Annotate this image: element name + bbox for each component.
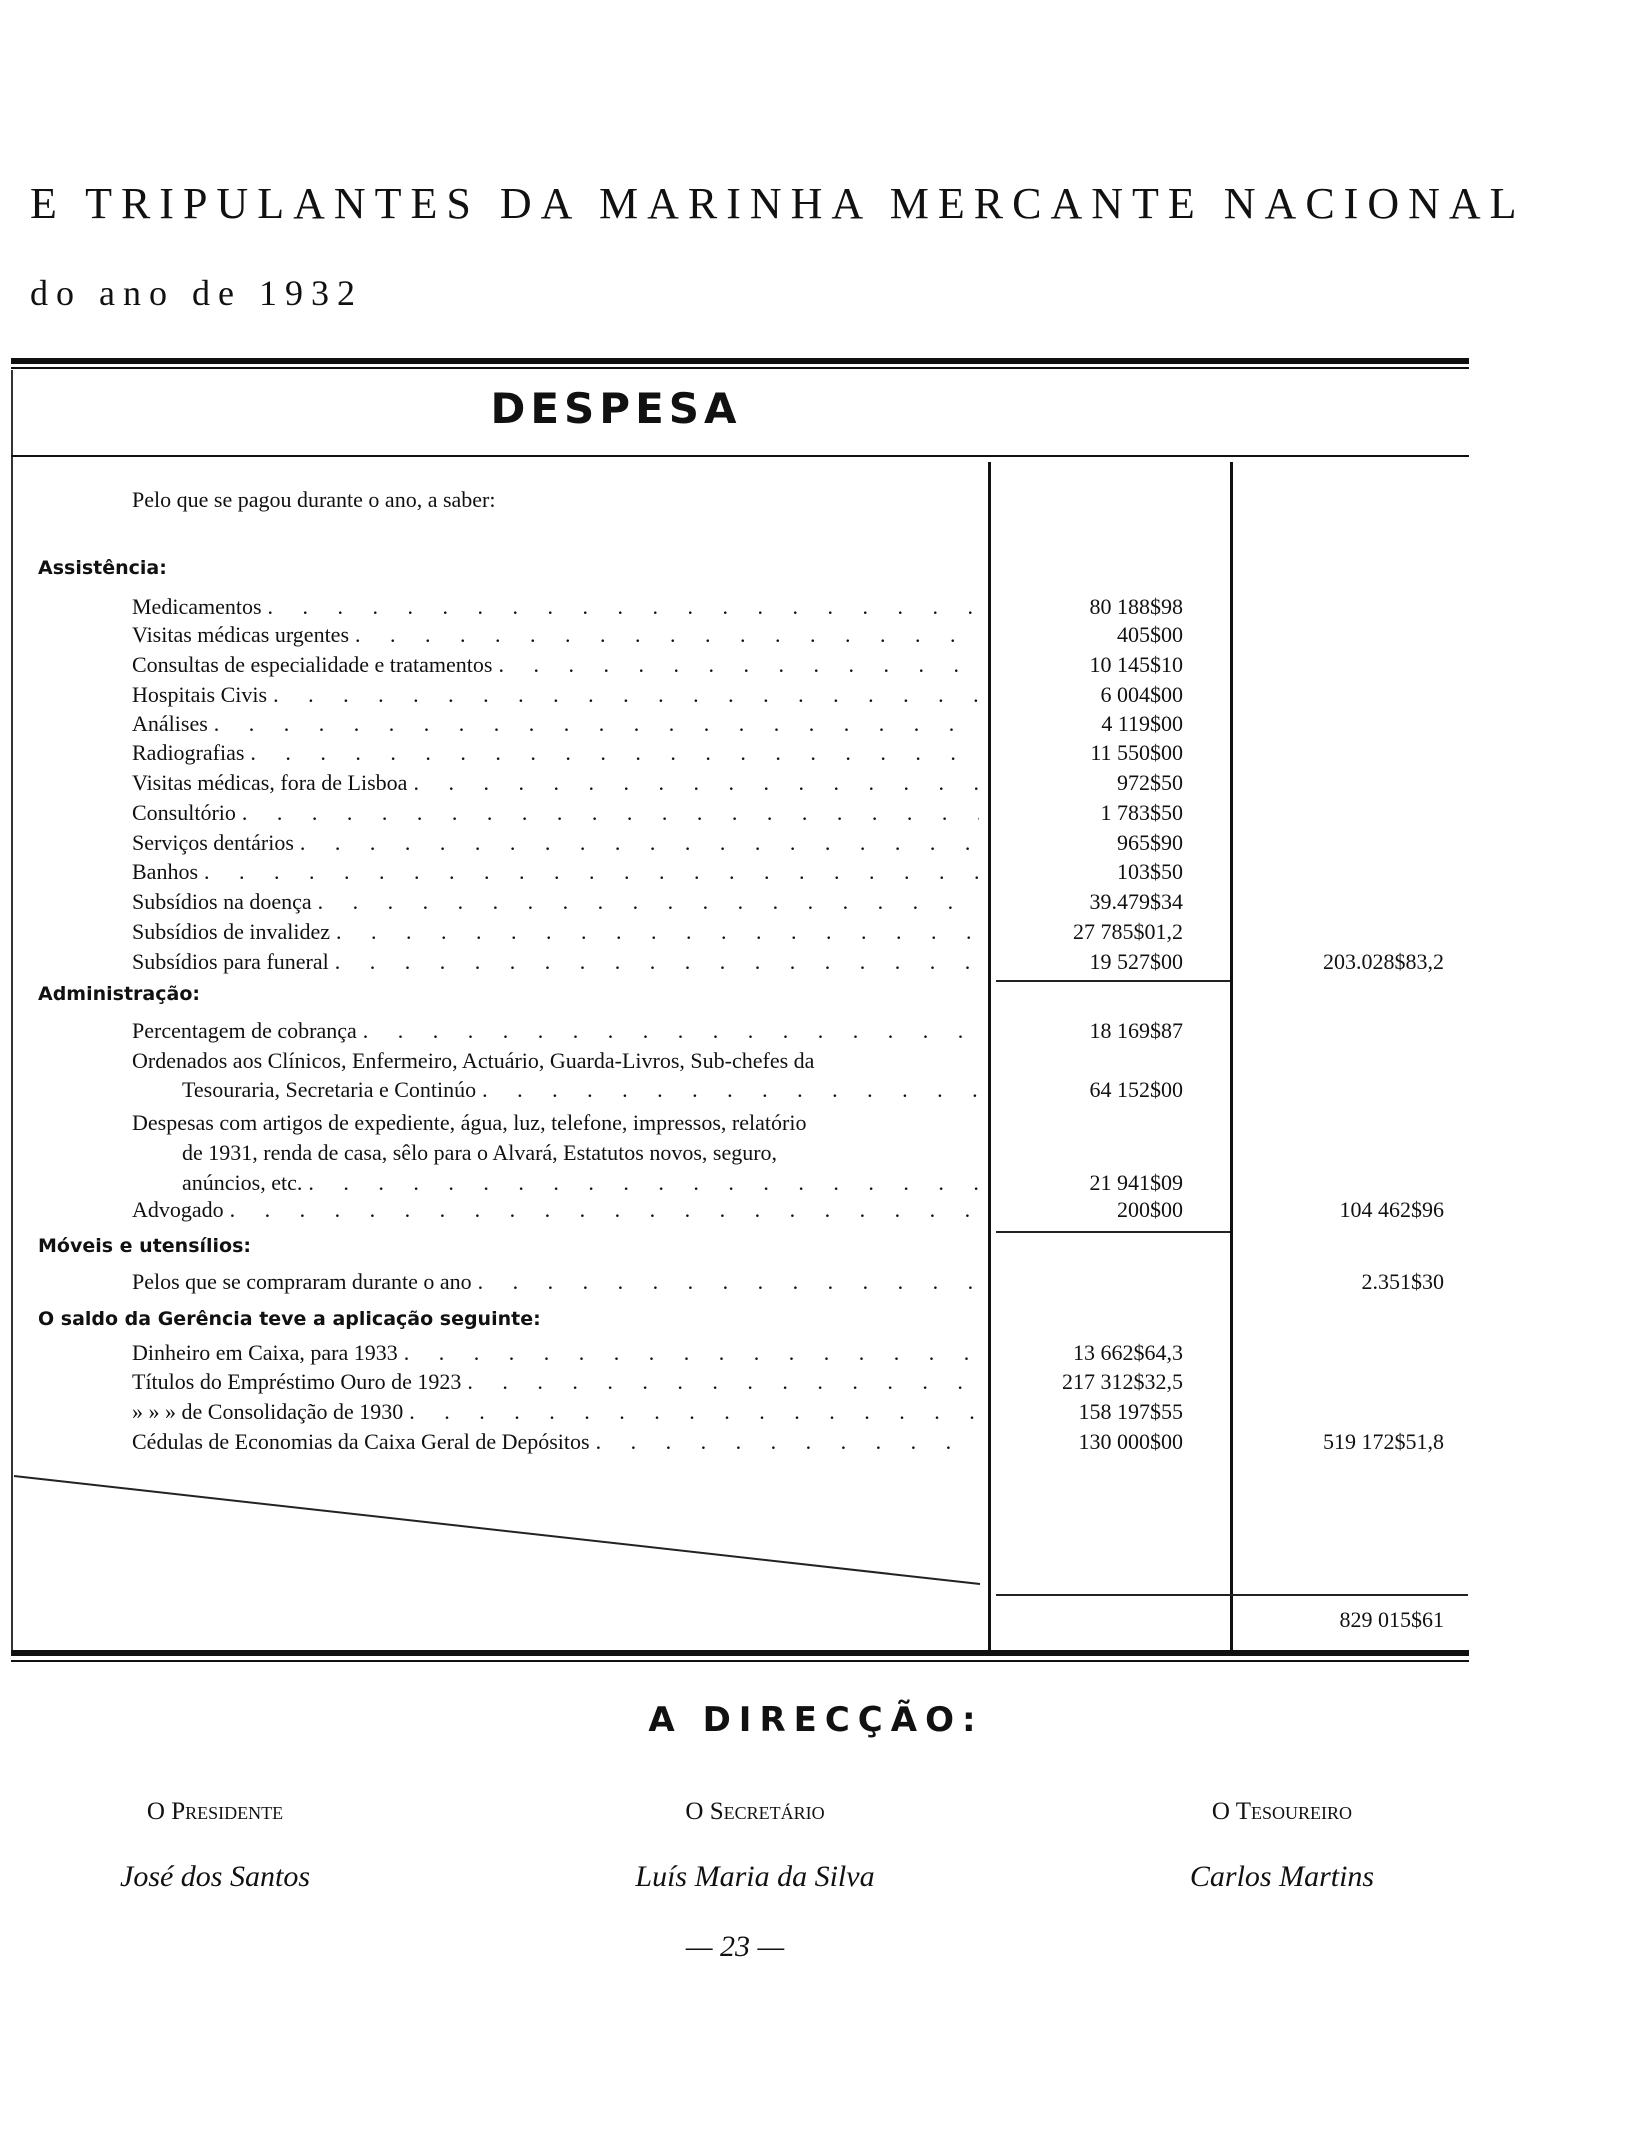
row-amount: 10 145$10 xyxy=(1089,652,1183,678)
dot-leader xyxy=(308,1168,979,1198)
table-row xyxy=(0,620,1632,650)
row-label: Subsídios na doença xyxy=(132,888,312,914)
row-label: Pelo que se pagou durante o ano, a saber: xyxy=(132,487,496,513)
section-title: DESPESA xyxy=(490,384,742,433)
table-row xyxy=(0,887,1632,917)
row-amount: 6 004$00 xyxy=(1100,681,1183,707)
table-row xyxy=(0,917,1632,947)
row-label: Subsídios de invalidez xyxy=(132,918,330,944)
table-row xyxy=(0,1016,1632,1046)
dot-leader xyxy=(335,947,979,977)
row-amount: 39.479$34 xyxy=(1089,888,1183,914)
table-row xyxy=(0,1367,1632,1397)
dot-leader xyxy=(204,857,979,887)
row-label: Advogado xyxy=(132,1197,224,1223)
dot-leader xyxy=(273,680,979,710)
row-amount: 19 527$00 xyxy=(1089,948,1183,974)
dot-leader xyxy=(467,1367,979,1397)
signatory-role: O Secretário xyxy=(685,1798,825,1825)
dot-leader xyxy=(268,592,979,622)
dot-leader xyxy=(300,828,979,858)
section-subtotal: 519 172$51,8 xyxy=(1323,1428,1444,1454)
table-row xyxy=(0,738,1632,768)
row-label: Tesouraria, Secretaria e Continúo xyxy=(182,1077,477,1103)
table-row xyxy=(0,1427,1632,1457)
row-label: anúncios, etc. xyxy=(182,1169,303,1195)
dot-leader xyxy=(404,1338,979,1368)
table-row xyxy=(0,709,1632,739)
dot-leader xyxy=(498,650,979,680)
row-label: Pelos que se compraram durante o ano xyxy=(132,1269,472,1295)
section-row xyxy=(0,979,1632,1009)
row-label: Radiografias xyxy=(132,740,245,766)
row-label: Despesas com artigos de expediente, água, luz, telefone, impressos, relatório xyxy=(132,1110,807,1136)
row-label: Consultório xyxy=(132,800,236,826)
row-amount: 21 941$09 xyxy=(1089,1169,1183,1195)
row-label: O saldo da Gerência teve a aplicação seguinte: xyxy=(38,1308,541,1331)
row-amount: 158 197$55 xyxy=(1078,1398,1183,1424)
row-label: Banhos xyxy=(132,858,198,884)
table-row xyxy=(0,857,1632,887)
intro-row xyxy=(0,485,1632,515)
signatory-name: Carlos Martins xyxy=(1189,1860,1375,1893)
row-label: Móveis e utensílios: xyxy=(38,1234,251,1257)
grand-total: 829 015$61 xyxy=(1339,1607,1444,1632)
row-label: Títulos do Empréstimo Ouro de 1923 xyxy=(132,1368,462,1394)
row-amount: 11 550$00 xyxy=(1090,740,1183,766)
row-label: Percentagem de cobrança xyxy=(132,1017,357,1043)
row-label: Hospitais Civis xyxy=(132,681,268,707)
year-subtitle: do ano de 1932 xyxy=(30,273,363,313)
dot-leader xyxy=(355,620,979,650)
row-label: Assistência: xyxy=(38,557,167,580)
row-label: Consultas de especialidade e tratamentos xyxy=(132,652,493,678)
table-row xyxy=(0,1338,1632,1368)
row-label: Visitas médicas, fora de Lisboa xyxy=(132,770,408,796)
row-amount: 217 312$32,5 xyxy=(1062,1368,1183,1394)
row-label: Administração: xyxy=(38,983,200,1006)
signatory-name: Luís Maria da Silva xyxy=(635,1860,875,1893)
dot-leader xyxy=(242,798,979,828)
dot-leader xyxy=(413,768,979,798)
dot-leader xyxy=(409,1397,979,1427)
section-row xyxy=(0,1304,1632,1334)
section-subtotal: 2.351$30 xyxy=(1361,1269,1444,1295)
row-amount: 80 188$98 xyxy=(1089,593,1183,619)
section-subtotal: 104 462$96 xyxy=(1339,1197,1444,1223)
table-row xyxy=(0,650,1632,680)
dot-leader xyxy=(250,738,979,768)
section-row xyxy=(0,1231,1632,1261)
bottom-rule-thin xyxy=(11,1660,1469,1662)
row-label: Medicamentos xyxy=(132,593,262,619)
row-amount: 4 119$00 xyxy=(1101,710,1183,736)
table-row xyxy=(0,1108,1632,1138)
table-row xyxy=(0,1397,1632,1427)
table-row xyxy=(0,1195,1632,1225)
dot-leader xyxy=(318,887,979,917)
row-label: Visitas médicas urgentes xyxy=(132,622,350,648)
dot-leader xyxy=(478,1267,979,1297)
grand-total-row xyxy=(0,1605,1632,1635)
diagonal-line xyxy=(14,1476,980,1584)
table-row xyxy=(0,1138,1632,1168)
row-amount: 64 152$00 xyxy=(1089,1077,1183,1103)
row-amount: 1 783$50 xyxy=(1100,800,1183,826)
dot-leader xyxy=(596,1427,979,1457)
row-label: Ordenados aos Clínicos, Enfermeiro, Actuário, Guarda-Livros, Sub-chefes da xyxy=(132,1047,815,1073)
page-heading: E TRIPULANTES DA MARINHA MERCANTE NACIONAL xyxy=(30,179,1526,228)
table-row xyxy=(0,768,1632,798)
row-amount: 200$00 xyxy=(1117,1197,1183,1223)
dot-leader xyxy=(363,1016,979,1046)
row-label: » » » de Consolidação de 1930 xyxy=(132,1398,404,1424)
page-number: — 23 — xyxy=(685,1930,785,1963)
row-label: Análises xyxy=(132,710,208,736)
section-subtotal: 203.028$83,2 xyxy=(1323,948,1444,974)
table-row xyxy=(0,1168,1632,1198)
row-amount: 965$90 xyxy=(1117,830,1183,856)
signatory-name: José dos Santos xyxy=(120,1860,310,1893)
table-row xyxy=(0,680,1632,710)
table-row xyxy=(0,828,1632,858)
table-row xyxy=(0,592,1632,622)
row-label: Serviços dentários xyxy=(132,830,294,856)
direction-heading: A DIRECÇÃO: xyxy=(648,1700,984,1740)
table-row xyxy=(0,1267,1632,1297)
table-row xyxy=(0,1075,1632,1105)
row-amount: 103$50 xyxy=(1117,858,1183,884)
row-label: Dinheiro em Caixa, para 1933 xyxy=(132,1340,398,1366)
dot-leader xyxy=(482,1075,979,1105)
section-row xyxy=(0,553,1632,583)
signatory-role: O Tesoureiro xyxy=(1211,1798,1353,1825)
dot-leader xyxy=(336,917,979,947)
row-label: Cédulas de Economias da Caixa Geral de Depósitos xyxy=(132,1428,590,1454)
signatory-role: O Presidente xyxy=(146,1798,284,1825)
dot-leader xyxy=(214,709,979,739)
table-row xyxy=(0,1046,1632,1076)
bottom-rule xyxy=(11,1650,1469,1656)
table-row xyxy=(0,947,1632,977)
row-label: de 1931, renda de casa, sêlo para o Alvará, Estatutos novos, seguro, xyxy=(182,1140,778,1165)
table-row xyxy=(0,798,1632,828)
row-label: Subsídios para funeral xyxy=(132,948,329,974)
row-amount: 27 785$01,2 xyxy=(1073,918,1183,944)
row-amount: 130 000$00 xyxy=(1078,1428,1183,1454)
row-amount: 405$00 xyxy=(1117,622,1183,648)
row-amount: 13 662$64,3 xyxy=(1073,1340,1183,1366)
row-amount: 972$50 xyxy=(1117,770,1183,796)
row-amount: 18 169$87 xyxy=(1089,1017,1183,1043)
dot-leader xyxy=(230,1195,979,1225)
